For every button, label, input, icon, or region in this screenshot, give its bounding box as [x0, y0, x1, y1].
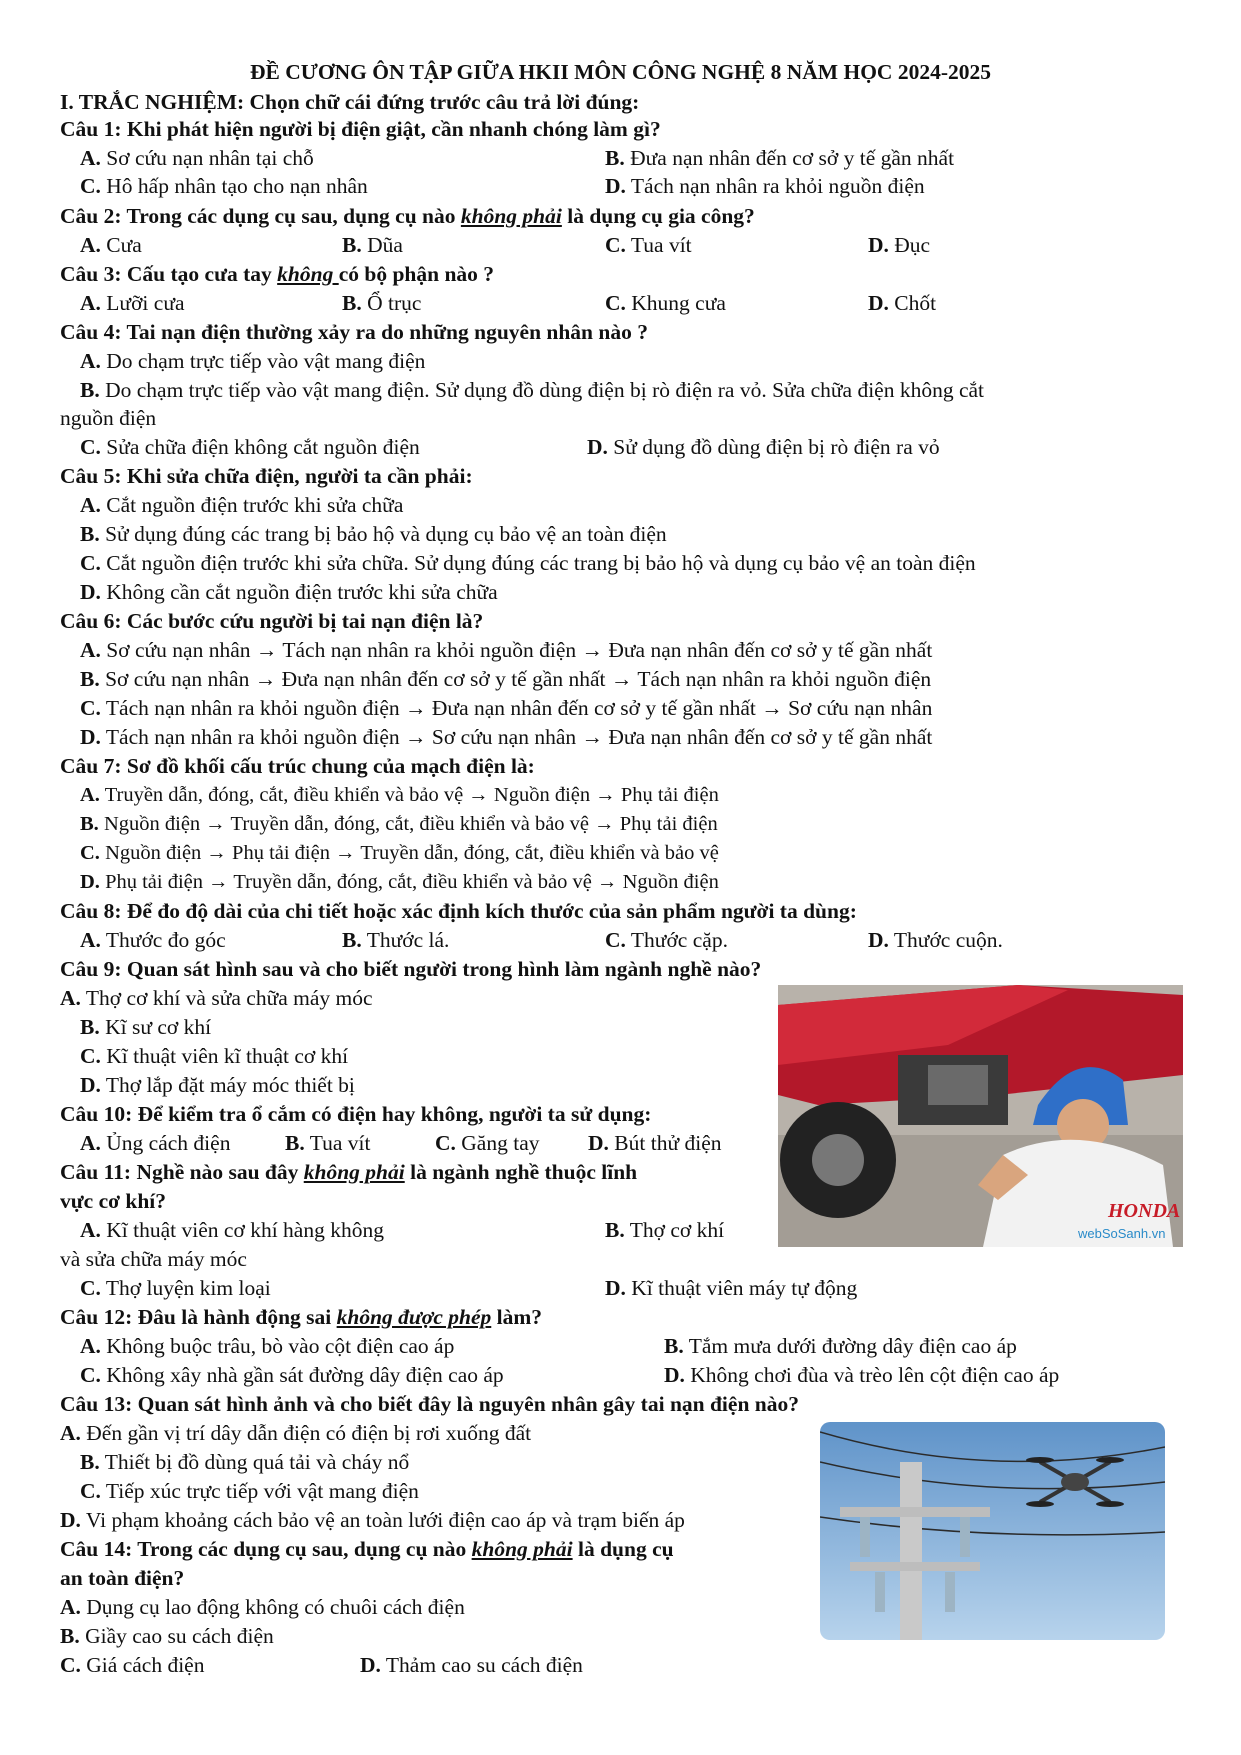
q12-option-c[interactable]: C. Không xây nhà gần sát đường dây điện cao áp: [80, 1363, 504, 1387]
q11-option-d[interactable]: D. Kĩ thuật viên máy tự động: [605, 1276, 858, 1300]
q12-option-d[interactable]: D. Không chơi đùa và trèo lên cột điện cao áp: [664, 1363, 1060, 1387]
q2-option-a[interactable]: A. Cưa: [80, 233, 142, 257]
q9-option-a[interactable]: A. Thợ cơ khí và sửa chữa máy móc: [60, 986, 373, 1010]
q4-option-b-cont: nguồn điện: [60, 406, 157, 430]
q11-option-b[interactable]: B. Thợ cơ khí: [605, 1218, 725, 1242]
q12-option-a[interactable]: A. Không buộc trâu, bò vào cột điện cao áp: [80, 1334, 455, 1358]
q12-option-b[interactable]: B. Tắm mưa dưới đường dây điện cao áp: [664, 1334, 1017, 1358]
q9-option-d[interactable]: D. Thợ lắp đặt máy móc thiết bị: [80, 1073, 355, 1097]
q5-option-d[interactable]: D. Không cần cắt nguồn điện trước khi sửa chữa: [80, 580, 498, 604]
q10-option-c[interactable]: C. Găng tay: [435, 1131, 540, 1155]
q10-option-b[interactable]: B. Tua vít: [285, 1131, 371, 1155]
q11-option-b-cont: và sửa chữa máy móc: [60, 1247, 247, 1271]
mechanic-photo-drawing: [778, 985, 1183, 1247]
q14-option-d[interactable]: D. Thảm cao su cách điện: [360, 1653, 583, 1677]
question-10: Câu 10: Để kiểm tra ổ cắm có điện hay không, người ta sử dụng:: [60, 1102, 652, 1126]
document-title: ĐỀ CƯƠNG ÔN TẬP GIỮA HKII MÔN CÔNG NGHỆ 8 NĂM HỌC 2024-2025: [250, 60, 991, 84]
q11-option-c[interactable]: C. Thợ luyện kim loại: [80, 1276, 271, 1300]
q1-option-d[interactable]: D. Tách nạn nhân ra khỏi nguồn điện: [605, 174, 925, 198]
drone-photo-drawing: [820, 1422, 1165, 1640]
question-11-cont: vực cơ khí?: [60, 1189, 167, 1213]
question-8: Câu 8: Để đo độ dài của chi tiết hoặc xác định kích thước của sản phẩm người ta dùng:: [60, 899, 857, 923]
q13-option-d[interactable]: D. Vi phạm khoảng cách bảo vệ an toàn lưới điện cao áp và trạm biến áp: [60, 1508, 685, 1532]
q4-option-c[interactable]: C. Sửa chữa điện không cắt nguồn điện: [80, 435, 420, 459]
q13-option-a[interactable]: A. Đến gần vị trí dây dẫn điện có điện bị rơi xuống đất: [60, 1421, 532, 1445]
question-14-cont: an toàn điện?: [60, 1566, 185, 1590]
q6-option-d[interactable]: D. Tách nạn nhân ra khỏi nguồn điện → Sơ cứu nạn nhân → Đưa nạn nhân đến cơ sở y tế gần nhất: [80, 725, 933, 749]
question-1: Câu 1: Khi phát hiện người bị điện giật, cần nhanh chóng làm gì?: [60, 117, 661, 141]
q4-option-d[interactable]: D. Sử dụng đồ dùng điện bị rò điện ra vỏ: [587, 435, 940, 459]
q14-option-c[interactable]: C. Giá cách điện: [60, 1653, 205, 1677]
q9-option-c[interactable]: C. Kĩ thuật viên kĩ thuật cơ khí: [80, 1044, 349, 1068]
q5-option-b[interactable]: B. Sử dụng đúng các trang bị bảo hộ và dụng cụ bảo vệ an toàn điện: [80, 522, 667, 546]
q14-option-b[interactable]: B. Giầy cao su cách điện: [60, 1624, 274, 1648]
q7-option-a[interactable]: A. Truyền dẫn, đóng, cắt, điều khiển và bảo vệ → Nguồn điện → Phụ tải điện: [80, 784, 719, 806]
question-2: Câu 2: Trong các dụng cụ sau, dụng cụ nào không phải là dụng cụ gia công?: [60, 204, 755, 228]
q7-option-c[interactable]: C. Nguồn điện → Phụ tải điện → Truyền dẫn, đóng, cắt, điều khiển và bảo vệ: [80, 842, 719, 864]
q5-option-a[interactable]: A. Cắt nguồn điện trước khi sửa chữa: [80, 493, 404, 517]
question-6: Câu 6: Các bước cứu người bị tai nạn điện là?: [60, 609, 484, 633]
question-12: Câu 12: Đâu là hành động sai không được phép làm?: [60, 1305, 543, 1329]
question-14: Câu 14: Trong các dụng cụ sau, dụng cụ nào không phải là dụng cụ: [60, 1537, 674, 1561]
question-11: Câu 11: Nghề nào sau đây không phải là ngành nghề thuộc lĩnh: [60, 1160, 638, 1184]
q2-option-d[interactable]: D. Đục: [868, 233, 931, 257]
q6-option-c[interactable]: C. Tách nạn nhân ra khỏi nguồn điện → Đưa nạn nhân đến cơ sở y tế gần nhất → Sơ cứu nạn nhân: [80, 696, 933, 720]
q1-option-a[interactable]: A. Sơ cứu nạn nhân tại chỗ: [80, 146, 314, 170]
q1-option-b[interactable]: B. Đưa nạn nhân đến cơ sở y tế gần nhất: [605, 146, 955, 170]
q3-option-a[interactable]: A. Lưỡi cưa: [80, 291, 185, 315]
q2-option-c[interactable]: C. Tua vít: [605, 233, 692, 257]
q8-option-b[interactable]: B. Thước lá.: [342, 928, 450, 952]
q7-option-b[interactable]: B. Nguồn điện → Truyền dẫn, đóng, cắt, điều khiển và bảo vệ → Phụ tải điện: [80, 813, 718, 835]
q2-option-b[interactable]: B. Dũa: [342, 233, 403, 257]
question-9: Câu 9: Quan sát hình sau và cho biết người trong hình làm ngành nghề nào?: [60, 957, 762, 981]
q14-option-a[interactable]: A. Dụng cụ lao động không có chuôi cách điện: [60, 1595, 465, 1619]
honda-logo: HONDA: [1108, 1200, 1181, 1222]
question-13: Câu 13: Quan sát hình ảnh và cho biết đây là nguyên nhân gây tai nạn điện nào?: [60, 1392, 799, 1416]
q13-option-b[interactable]: B. Thiết bị đồ dùng quá tải và cháy nổ: [80, 1450, 410, 1474]
section-heading: I. TRẮC NGHIỆM: Chọn chữ cái đứng trước câu trả lời đúng:: [60, 90, 640, 114]
q9-option-b[interactable]: B. Kĩ sư cơ khí: [80, 1015, 212, 1039]
q4-option-a[interactable]: A. Do chạm trực tiếp vào vật mang điện: [80, 349, 426, 373]
q1-option-c[interactable]: C. Hô hấp nhân tạo cho nạn nhân: [80, 174, 368, 198]
q3-option-c[interactable]: C. Khung cưa: [605, 291, 726, 315]
q8-option-a[interactable]: A. Thước đo góc: [80, 928, 226, 952]
q7-option-d[interactable]: D. Phụ tải điện → Truyền dẫn, đóng, cắt, điều khiển và bảo vệ → Nguồn điện: [80, 871, 719, 893]
q8-option-c[interactable]: C. Thước cặp.: [605, 928, 728, 952]
q6-option-b[interactable]: B. Sơ cứu nạn nhân → Đưa nạn nhân đến cơ sở y tế gần nhất → Tách nạn nhân ra khỏi nguồn điện: [80, 667, 932, 691]
q3-option-b[interactable]: B. Ổ trục: [342, 291, 422, 315]
drone-power-line-photo: [820, 1422, 1165, 1640]
q8-option-d[interactable]: D. Thước cuộn.: [868, 928, 1003, 952]
q4-option-b[interactable]: B. Do chạm trực tiếp vào vật mang điện. Sử dụng đồ dùng điện bị rò điện ra vỏ. Sửa chữa điện không cắt: [80, 378, 985, 402]
q11-option-a[interactable]: A. Kĩ thuật viên cơ khí hàng không: [80, 1218, 384, 1242]
q13-option-c[interactable]: C. Tiếp xúc trực tiếp với vật mang điện: [80, 1479, 419, 1503]
photo-watermark: webSoSanh.vn: [1078, 1226, 1166, 1241]
question-5: Câu 5: Khi sửa chữa điện, người ta cần phải:: [60, 464, 473, 488]
q10-option-d[interactable]: D. Bút thử điện: [588, 1131, 722, 1155]
q10-option-a[interactable]: A. Ủng cách điện: [80, 1131, 231, 1155]
q3-option-d[interactable]: D. Chốt: [868, 291, 937, 315]
question-4: Câu 4: Tai nạn điện thường xảy ra do những nguyên nhân nào ?: [60, 320, 648, 344]
question-7: Câu 7: Sơ đồ khối cấu trúc chung của mạch điện là:: [60, 754, 535, 778]
question-3: Câu 3: Cấu tạo cưa tay không có bộ phận nào ?: [60, 262, 495, 286]
mechanic-photo: [778, 985, 1183, 1247]
q6-option-a[interactable]: A. Sơ cứu nạn nhân → Tách nạn nhân ra khỏi nguồn điện → Đưa nạn nhân đến cơ sở y tế gần nhất: [80, 638, 933, 662]
q5-option-c[interactable]: C. Cắt nguồn điện trước khi sửa chữa. Sử dụng đúng các trang bị bảo hộ và dụng cụ bảo vệ an toàn điện: [80, 551, 976, 575]
